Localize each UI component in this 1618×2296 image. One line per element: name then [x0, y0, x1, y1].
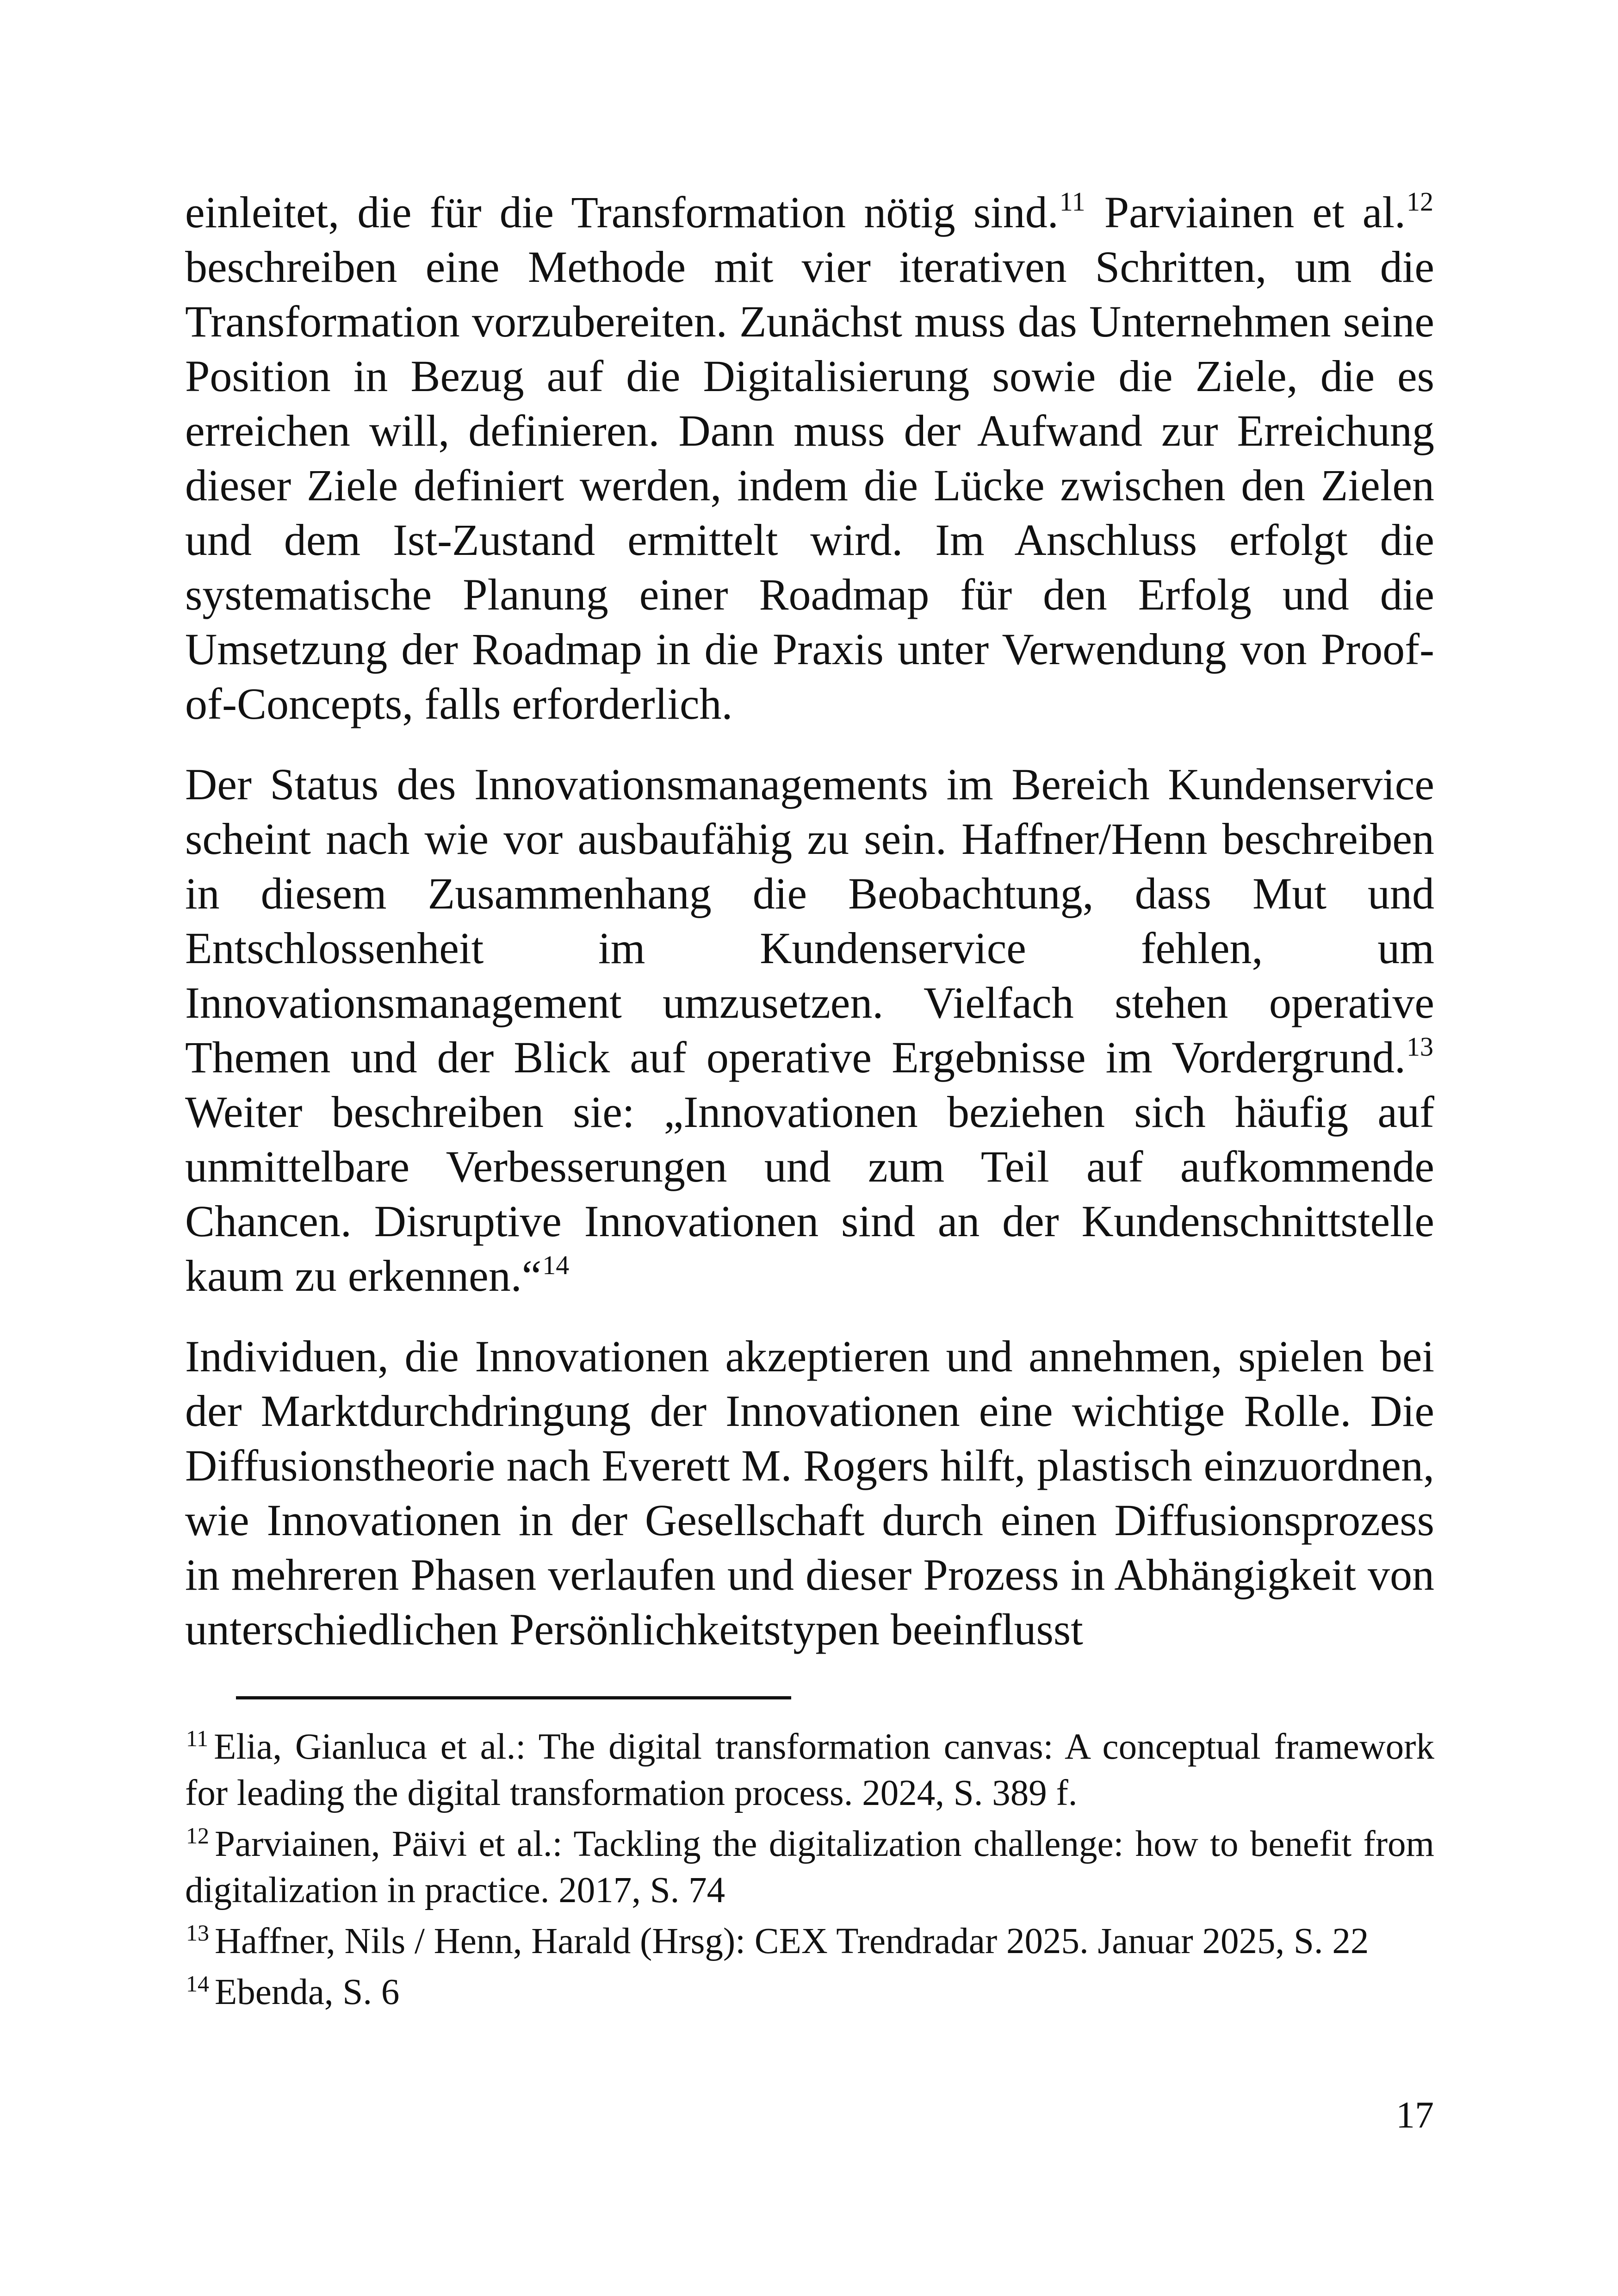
- paragraph-1-text-c: beschreiben eine Methode mit vier iterativen Schritten, um die Transformation vorzubereiten. Zunächst muss das Unternehmen seine Position in Bezug auf die Digitalisierung sowie die Ziele, die es erreichen will, definieren. Dann muss der Aufwand zur Erreichung dieser Ziele definiert werden, indem die Lücke zwischen den Zielen und dem Ist-Zustand ermittelt wird. Im Anschluss erfolgt die systematische Planung einer Roadmap für den Erfolg und die Umsetzung der Roadmap in die Praxis unter Verwendung von Proof-of-Concepts, falls erforderlich.: [185, 242, 1434, 728]
- paragraph-3-text: Individuen, die Innovationen akzeptieren und annehmen, spielen bei der Marktdurchdringung der Innovationen eine wichtige Rolle. Die Diffusionstheorie nach Everett M. Rogers hilft, plastisch einzuordnen, wie Innovationen in der Gesellschaft durch einen Diffusionsprozess in mehreren Phasen verlaufen und dieser Prozess in Abhängigkeit von unterschiedlichen Persönlichkeitstypen beeinflusst: [185, 1332, 1434, 1654]
- footnote-text: Haffner, Nils / Henn, Harald (Hrsg): CEX Trendradar 2025. Januar 2025, S. 22: [215, 1921, 1369, 1961]
- footnote-number: 14: [186, 1970, 209, 1997]
- footnote-text: Elia, Gianluca et al.: The digital transformation canvas: A conceptual framework for leading the digital transformation process. 2024, S. 389 f.: [185, 1727, 1434, 1813]
- paragraph-1-text-a: einleitet, die für die Transformation nötig sind.: [185, 187, 1059, 237]
- footnote-text: Parviainen, Päivi et al.: Tackling the digitalization challenge: how to benefit from digitalization in practice. 2017, S. 74: [185, 1824, 1434, 1910]
- page-number: 17: [1396, 2094, 1434, 2136]
- footnote-ref-13[interactable]: 13: [1407, 1032, 1433, 1062]
- paragraph-2-text-a: Der Status des Innovationsmanagements im Bereich Kundenservice scheint nach wie vor ausbaufähig zu sein. Haffner/Henn beschreiben in diesem Zusammenhang die Beobachtung, dass Mut und Entschlossenheit im Kundenservice fehlen, um Innovationsmanagement umzusetzen. Vielfach stehen operative Themen und der Blick auf operative Ergebnisse im Vordergrund.: [185, 759, 1434, 1082]
- footnote-ref-11[interactable]: 11: [1059, 187, 1085, 217]
- footnote-number: 12: [186, 1822, 209, 1848]
- footnote-11: [185, 1724, 1434, 1817]
- main-text: [185, 185, 1434, 1683]
- paragraph-1-text-b: Parviainen et al.: [1086, 187, 1406, 237]
- footnote-number: 13: [186, 1919, 209, 1946]
- footnote-number: 11: [186, 1725, 209, 1751]
- footnote-12: [185, 1821, 1434, 1914]
- footnote-ref-14[interactable]: 14: [542, 1250, 570, 1281]
- footnote-separator: [236, 1696, 791, 1699]
- paragraph-3: [185, 1329, 1434, 1657]
- footnote-text: Ebenda, S. 6: [215, 1972, 400, 2012]
- footnote-13: [185, 1918, 1434, 1965]
- paragraph-2: [185, 757, 1434, 1303]
- paragraph-1: [185, 185, 1434, 731]
- footnote-14: [185, 1969, 1434, 2016]
- footnote-ref-12[interactable]: 12: [1407, 187, 1434, 217]
- footnotes: [185, 1724, 1434, 2020]
- paragraph-2-text-b: Weiter beschreiben sie: „Innovationen beziehen sich häufig auf unmittelbare Verbesserungen und zum Teil auf aufkommende Chancen. Disruptive Innovationen sind an der Kundenschnittstelle kaum zu erkennen.“: [185, 1087, 1434, 1300]
